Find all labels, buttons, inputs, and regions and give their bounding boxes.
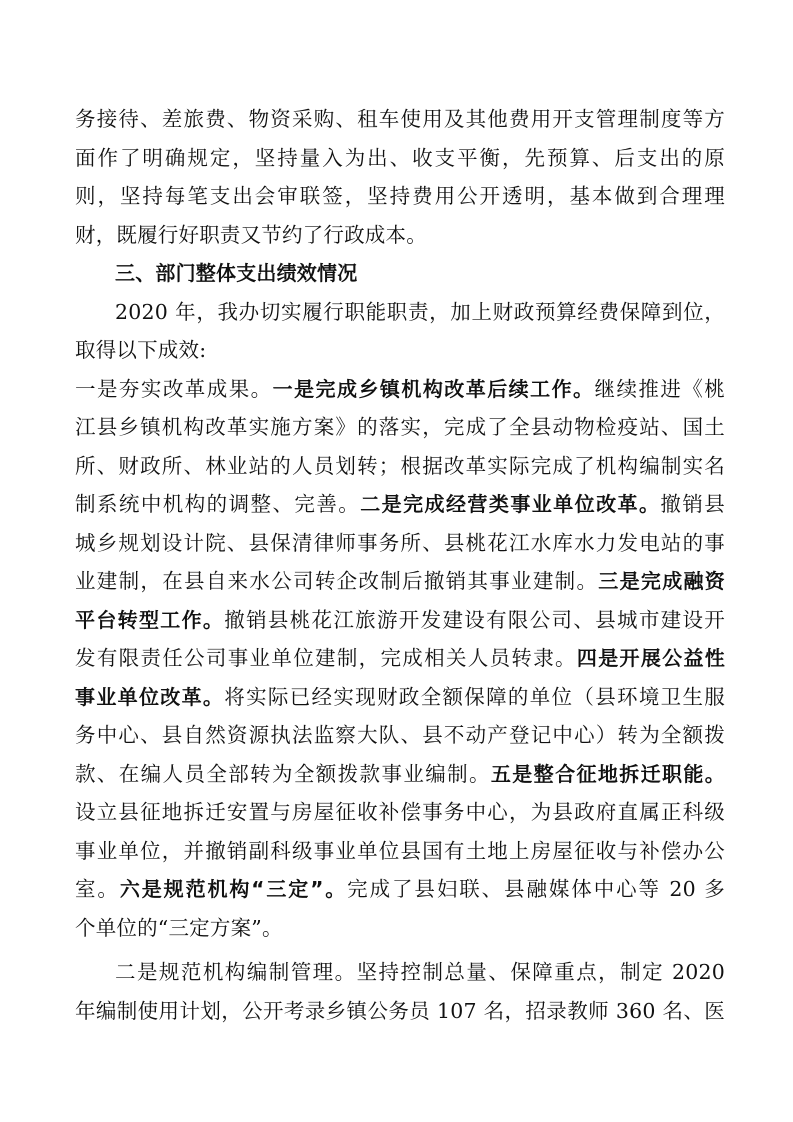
- text-line: [75, 370, 725, 409]
- text-line: 所、财政所、林业站的人员划转；根据改革实际完成了机构编制实名: [75, 453, 725, 478]
- section-heading: 三、部门整体支出绩效情况: [115, 261, 358, 285]
- text-line: [75, 678, 725, 717]
- text-segment: 款、在编人员全部转为全额拨款事业编制。: [75, 761, 491, 786]
- text-line: 二是规范机构编制管理。坚持控制总量、保障重点，制定 2020: [115, 960, 725, 984]
- bold-subheading: 五是整合征地拆迁职能。: [490, 761, 725, 786]
- text-segment: 发有限责任公司事业单位建制，完成相关人员转隶。: [75, 646, 577, 670]
- text-line: 则，坚持每笔支出会审联签，坚持费用公开透明，基本做到合理理: [75, 184, 725, 208]
- bold-subheading: 四是开展公益性: [576, 646, 725, 670]
- text-line: 面作了明确规定，坚持量入为出、收支平衡，先预算、后支出的原: [75, 145, 725, 170]
- text-segment: 完成了县妇联、县融媒体中心等 20 多: [347, 877, 725, 901]
- text-segment: 业建制，在县自来水公司转企改制后撤销其事业建制。: [75, 569, 599, 593]
- text-segment: 一是夯实改革成果。: [75, 376, 273, 401]
- text-line: 财，既履行好职责又节约了行政成本。: [75, 222, 427, 247]
- text-segment: 制系统中机构的调整、完善。: [75, 492, 361, 516]
- text-line: 年编制使用计划，公开考录乡镇公务员 107 名，招录教师 360 名、医: [75, 998, 725, 1023]
- text-line: 城乡规划设计院、县保清律师事务所、县桃花江水库水力发电站的事: [75, 530, 725, 555]
- text-segment: 撤销县桃花江旅游开发建设有限公司、县城市建设开: [224, 607, 725, 632]
- text-line: [75, 639, 725, 678]
- bold-subheading: 二是完成经营类事业单位改革。: [360, 492, 661, 516]
- text-line: 事业单位，并撤销副科级事业单位县国有土地上房屋征收与补偿办公: [75, 838, 725, 863]
- text-line: 取得以下成效:: [75, 338, 207, 362]
- text-line: [75, 870, 725, 909]
- text-segment: 撤销县: [660, 492, 725, 516]
- bold-subheading: 事业单位改革。: [75, 684, 225, 709]
- text-line: [75, 755, 725, 794]
- text-segment: 室。: [75, 877, 120, 901]
- text-segment: 将实际已经实现财政全额保障的单位（县环境卫生服: [224, 684, 725, 709]
- text-line: 设立县征地拆迁安置与房屋征收补偿事务中心，为县政府直属正科级: [75, 800, 725, 824]
- text-line: 务接待、差旅费、物资采购、租车使用及其他费用开支管理制度等方: [75, 107, 725, 131]
- text-segment: 继续推进《桃: [594, 376, 725, 401]
- bold-subheading: 三是完成融资: [598, 569, 725, 593]
- document-body: [75, 100, 725, 1030]
- text-line: [75, 562, 725, 601]
- text-line: 个单位的“三定方案”。: [75, 915, 283, 940]
- bold-subheading: 六是规范机构“三定”。: [119, 877, 348, 901]
- text-line: [75, 485, 725, 524]
- bold-subheading: 平台转型工作。: [75, 607, 225, 632]
- bold-subheading: 一是完成乡镇机构改革后续工作。: [272, 376, 595, 401]
- text-line: 务中心、县自然资源执法监察大队、县不动产登记中心）转为全额拨: [75, 723, 725, 747]
- text-line: [75, 601, 725, 640]
- text-line: 江县乡镇机构改革实施方案》的落实，完成了全县动物检疫站、国土: [75, 415, 725, 439]
- text-line: 2020 年，我办切实履行职能职责，加上财政预算经费保障到位，: [115, 299, 725, 324]
